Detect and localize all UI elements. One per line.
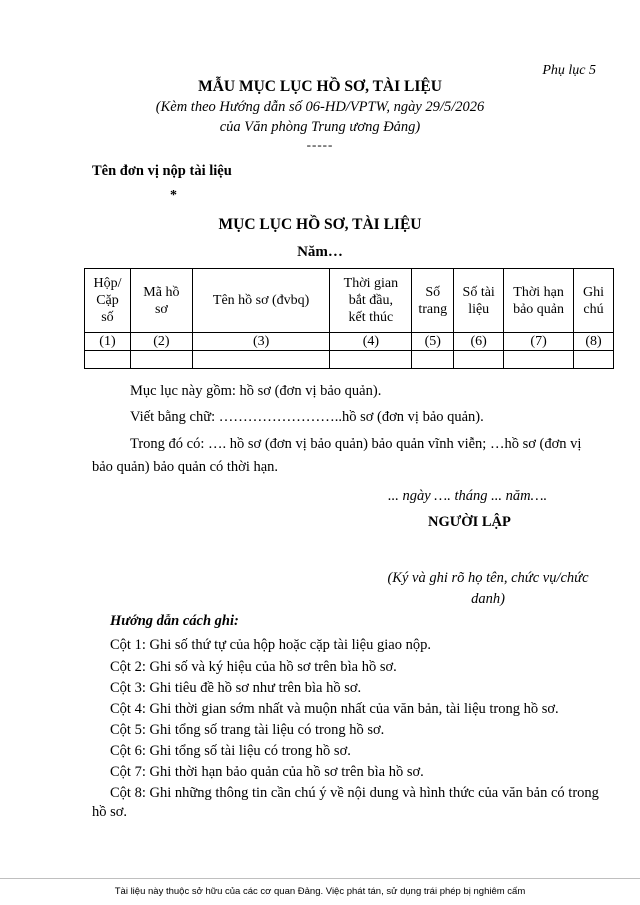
empty-cell (504, 351, 574, 369)
empty-cell (130, 351, 192, 369)
signature-note-line-2: danh) (471, 591, 505, 607)
header-col-2 (130, 269, 192, 333)
column-number: (2) (130, 333, 192, 351)
guide-item: Cột 4: Ghi thời gian sớm nhất và muộn nhất của văn bản, tài liệu trong hồ sơ. (110, 701, 559, 717)
header-col-3-line: Tên hồ sơ (đvbq) (212, 293, 310, 308)
guide-title: Hướng dẫn cách ghi: (110, 613, 239, 629)
header-col-5 (412, 269, 454, 333)
separator: ----- (306, 137, 334, 152)
header-col-8-line: chú (583, 301, 604, 317)
header-col-3 (192, 269, 330, 333)
summary-line-1: Mục lục này gồm: hồ sơ (đơn vị bảo quản). (130, 383, 382, 399)
star-mark: * (170, 188, 177, 203)
subtitle-line-1: (Kèm theo Hướng dẫn số 06-HD/VPTW, ngày 29/5/2026 (155, 99, 485, 115)
empty-cell (412, 351, 454, 369)
footer-notice: Tài liệu này thuộc sở hữu của các cơ quan Đảng. Việc phát tán, sử dụng trái phép bị nghiêm cấm (114, 886, 526, 897)
header-col-1-line: số (101, 310, 114, 325)
signature-note-line-1: (Ký và ghi rõ họ tên, chức vụ/chức (387, 570, 589, 586)
guide-item: Cột 1: Ghi số thứ tự của hộp hoặc cặp tài liệu giao nộp. (110, 637, 431, 653)
header-col-4-line: Thời gian (343, 276, 399, 291)
column-number: (1) (85, 333, 131, 351)
empty-cell (192, 351, 330, 369)
document-title: MẪU MỤC LỤC HỒ SƠ, TÀI LIỆU (198, 78, 442, 95)
header-col-5-line: Số (425, 284, 441, 300)
header-col-4 (330, 269, 412, 333)
column-number: (8) (574, 333, 614, 351)
empty-cell (330, 351, 412, 369)
header-col-6-line: liệu (468, 301, 490, 317)
summary-line-2: Viết bằng chữ: ……………………..hồ sơ (đơn vị bảo quản). (130, 409, 484, 425)
header-col-8 (574, 269, 614, 333)
header-col-1-line: Hộp/ (93, 276, 122, 291)
header-col-1 (85, 269, 131, 333)
unit-label: Tên đơn vị nộp tài liệu (92, 163, 232, 179)
index-table (84, 268, 614, 369)
column-number: (3) (192, 333, 330, 351)
signature-note (340, 568, 636, 610)
header-col-2-line: sơ (154, 301, 168, 317)
guide-item: Cột 3: Ghi tiêu đề hồ sơ như trên bìa hồ sơ. (110, 680, 362, 696)
header-col-7-line: bảo quản (513, 301, 565, 317)
header-col-4-line: bắt đầu, (348, 293, 394, 308)
header-col-6 (454, 269, 504, 333)
table-empty-row (85, 351, 614, 369)
subtitle-line-2: của Văn phòng Trung ương Đảng) (219, 119, 421, 135)
empty-cell (454, 351, 504, 369)
footer-divider (0, 878, 640, 879)
year-label: Năm… (297, 244, 343, 260)
signer-title: NGƯỜI LẬP (428, 514, 511, 530)
column-number: (6) (454, 333, 504, 351)
header-col-2-line: Mã hồ (143, 284, 180, 300)
guide-item: Cột 5: Ghi tổng số trang tài liệu có trong hồ sơ. (110, 722, 385, 738)
column-number: (7) (504, 333, 574, 351)
appendix-label: Phụ lục 5 (542, 63, 596, 78)
guide-item: Cột 2: Ghi số và ký hiệu của hồ sơ trên bìa hồ sơ. (110, 659, 397, 675)
table-number-row (85, 333, 614, 351)
header-col-7-line: Thời hạn (513, 284, 564, 300)
header-col-5-line: trang (418, 301, 448, 317)
empty-cell (85, 351, 131, 369)
header-col-4-line: kết thúc (348, 310, 394, 325)
signature-date: ... ngày …. tháng ... năm…. (388, 488, 548, 504)
column-number: (5) (412, 333, 454, 351)
table-header-row (85, 269, 614, 333)
guide-item: Cột 8: Ghi những thông tin cần chú ý về nội dung và hình thức của văn bản có trong hồ sơ. (92, 785, 599, 820)
header-col-6-line: Số tài (462, 284, 495, 300)
guide-item: Cột 6: Ghi tổng số tài liệu có trong hồ sơ. (110, 743, 351, 759)
column-number: (4) (330, 333, 412, 351)
header-col-1-line: Cặp (96, 293, 119, 308)
guide-item: Cột 7: Ghi thời hạn bảo quản của hồ sơ trên bìa hồ sơ. (110, 764, 424, 780)
header-col-7 (504, 269, 574, 333)
index-title: MỤC LỤC HỒ SƠ, TÀI LIỆU (218, 216, 422, 233)
header-col-8-line: Ghi (583, 284, 604, 300)
empty-cell (574, 351, 614, 369)
summary-line-3: Trong đó có: …. hồ sơ (đơn vị bảo quản) bảo quản vĩnh viễn; …hồ sơ (đơn vị bảo quản) bảo quản có thời hạn. (92, 436, 582, 475)
